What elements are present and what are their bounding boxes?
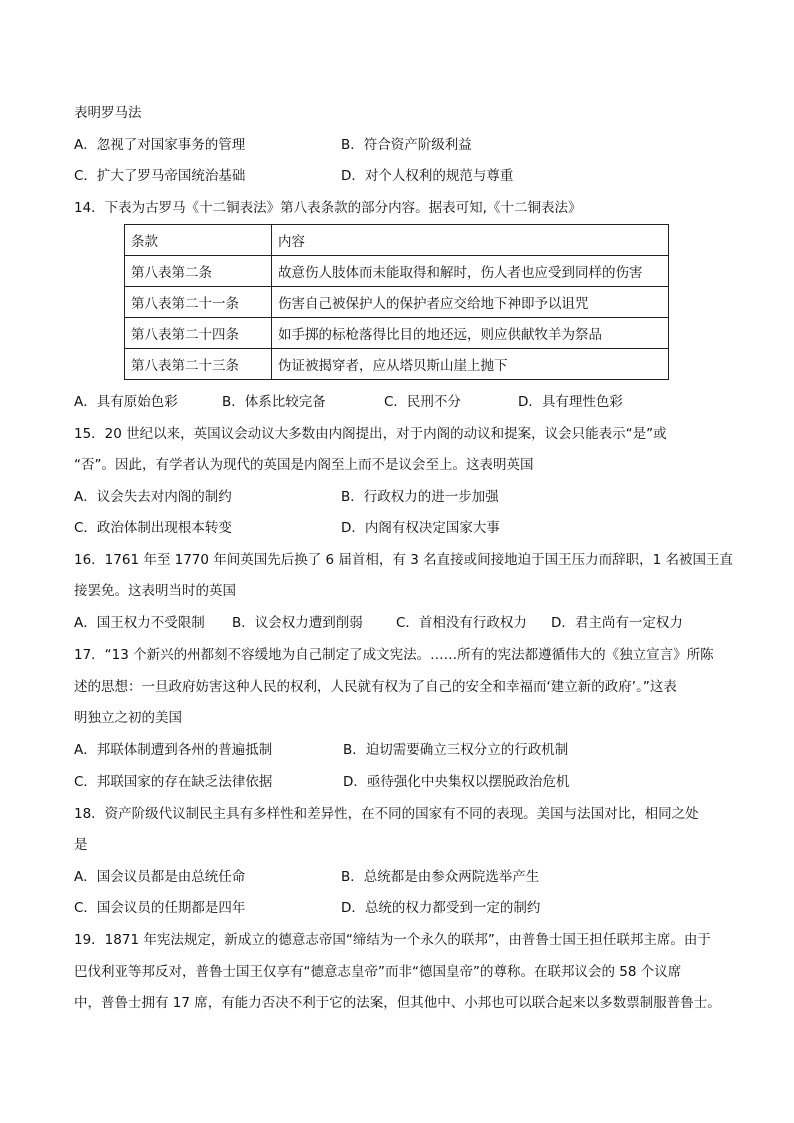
q17-option-b: B．迫切需要确立三权分立的行政机制: [343, 742, 569, 758]
q15-stem-line-1: 15．20 世纪以来，英国议会动议大多数由内阁提出，对于内阁的动议和提案，议会只能表示“是”或: [74, 426, 667, 442]
q15-stem-line-2: “否”。因此，有学者认为现代的英国是内阁至上而不是议会至上。这表明英国: [74, 457, 534, 473]
q15-option-a: A．议会失去对内阁的制约: [74, 489, 232, 505]
q17-stem-line-1: 17．“13 个新兴的州都刻不容缓地为自己制定了成文宪法。……所有的宪法都遵循伟大的《独立宣言》所陈: [74, 647, 714, 663]
q16-option-d: D．君主尚有一定权力: [551, 615, 683, 631]
q16-option-c: C．首相没有行政权力: [396, 615, 527, 631]
q18-option-b: B．总统都是由参众两院选举产生: [341, 869, 540, 885]
q19-stem-line-3: 中，普鲁士拥有 17 席，有能力否决不利于它的法案，但其他中、小邦也可以联合起来以多数票制服普鲁士。: [74, 995, 721, 1011]
q14-option-b: B．体系比较完备: [222, 394, 326, 410]
q16-stem-line-1: 16．1761 年至 1770 年间英国先后换了 6 届首相，有 3 名直接或间接地迫于国王压力而辞职，1 名被国王直: [74, 552, 733, 568]
table-header-row: [125, 225, 669, 256]
table-cell: 第八表第二十一条: [125, 287, 272, 318]
table-row: [125, 318, 669, 349]
table-cell: 第八表第二条: [125, 256, 272, 287]
q16-option-a: A．国王权力不受限制: [74, 615, 205, 631]
table-header-cell: 条款: [125, 225, 272, 256]
q14-option-a: A．具有原始色彩: [74, 394, 178, 410]
q17-option-c: C．邦联国家的存在缺乏法律依据: [74, 774, 273, 790]
q16-option-b: B．议会权力遭到削弱: [232, 615, 363, 631]
table-cell: 故意伤人肢体而未能取得和解时，伤人者也应受到同样的伤害: [272, 256, 669, 287]
table-cell: 第八表第二十四条: [125, 318, 272, 349]
q17-option-d: D．亟待强化中央集权以摆脱政治危机: [343, 774, 570, 790]
q18-stem-line-1: 18．资产阶级代议制民主具有多样性和差异性，在不同的国家有不同的表现。美国与法国对比，相同之处: [74, 806, 699, 822]
q16-stem-line-2: 接罢免。这表明当时的英国: [74, 583, 236, 599]
q13-option-d: D．对个人权利的规范与尊重: [341, 168, 514, 184]
q14-stem: 14．下表为古罗马《十二铜表法》第八表条款的部分内容。据表可知,《十二铜表法》: [74, 200, 582, 216]
q19-stem-line-1: 19．1871 年宪法规定，新成立的德意志帝国“缔结为一个永久的联邦”，由普鲁士国王担任联邦主席。由于: [74, 932, 711, 948]
table-header-cell: 内容: [272, 225, 669, 256]
q18-option-c: C．国会议员的任期都是四年: [74, 900, 246, 916]
q15-option-d: D．内阁有权决定国家大事: [341, 520, 500, 536]
q17-option-a: A．邦联体制遭到各州的普遍抵制: [74, 742, 273, 758]
table-cell: 第八表第二十三条: [125, 349, 272, 380]
table-row: [125, 256, 669, 287]
q14-option-d: D．具有理性色彩: [518, 394, 623, 410]
q13-option-c: C．扩大了罗马帝国统治基础: [74, 168, 246, 184]
table-cell: 伤害自己被保护人的保护者应交给地下神即予以诅咒: [272, 287, 669, 318]
table-row: [125, 287, 669, 318]
twelve-tables-table: [124, 224, 669, 380]
q17-stem-line-2: 述的思想：一旦政府妨害这种人民的权利，人民就有权为了自己的安全和幸福而‘建立新的政府’。”这表: [74, 679, 677, 695]
q18-option-d: D．总统的权力都受到一定的制约: [341, 900, 541, 916]
q18-stem-line-2: 是: [74, 837, 88, 853]
q13-option-a: A．忽视了对国家事务的管理: [74, 137, 246, 153]
q17-stem-line-3: 明独立之初的美国: [74, 710, 182, 726]
q19-stem-line-2: 巴伐利亚等邦反对，普鲁士国王仅享有“德意志皇帝”而非“德国皇帝”的尊称。在联邦议会的 58 个议席: [74, 964, 682, 980]
q18-option-a: A．国会议员都是由总统任命: [74, 869, 246, 885]
table-cell: 如手掷的标枪落得比目的地还远，则应供献牧羊为祭品: [272, 318, 669, 349]
q13-stem-tail: 表明罗马法: [74, 105, 142, 121]
q14-option-c: C．民刑不分: [384, 394, 461, 410]
q15-option-b: B．行政权力的进一步加强: [341, 489, 499, 505]
table-row: [125, 349, 669, 380]
q15-option-c: C．政治体制出现根本转变: [74, 520, 232, 536]
table-cell: 伪证被揭穿者，应从塔贝斯山崖上抛下: [272, 349, 669, 380]
q13-option-b: B．符合资产阶级利益: [341, 137, 472, 153]
